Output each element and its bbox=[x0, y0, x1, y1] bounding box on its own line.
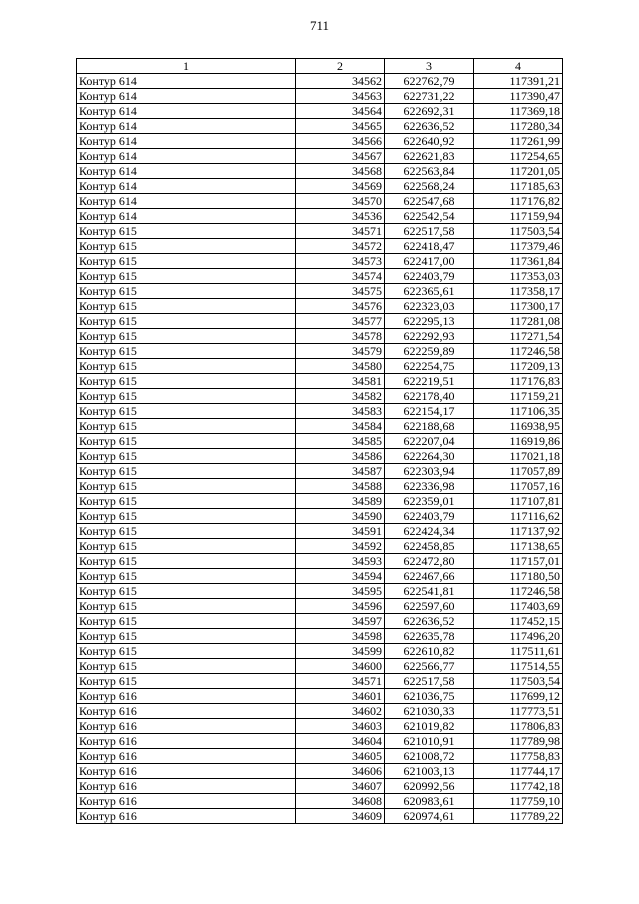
y-coordinate-cell: 117391,21 bbox=[474, 74, 563, 89]
table-row bbox=[77, 479, 563, 494]
contour-name-cell: Контур 616 bbox=[77, 689, 296, 704]
contour-name-cell: Контур 615 bbox=[77, 329, 296, 344]
x-coordinate-cell: 622542,54 bbox=[385, 209, 474, 224]
table-row bbox=[77, 134, 563, 149]
contour-name-cell: Контур 616 bbox=[77, 704, 296, 719]
contour-name-cell: Контур 616 bbox=[77, 809, 296, 824]
x-coordinate-cell: 622636,52 bbox=[385, 614, 474, 629]
table-row bbox=[77, 674, 563, 689]
point-number-cell: 34574 bbox=[296, 269, 385, 284]
point-number-cell: 34591 bbox=[296, 524, 385, 539]
contour-name-cell: Контур 615 bbox=[77, 629, 296, 644]
point-number-cell: 34568 bbox=[296, 164, 385, 179]
x-coordinate-cell: 622259,89 bbox=[385, 344, 474, 359]
table-row bbox=[77, 254, 563, 269]
contour-name-cell: Контур 615 bbox=[77, 554, 296, 569]
y-coordinate-cell: 117254,65 bbox=[474, 149, 563, 164]
point-number-cell: 34580 bbox=[296, 359, 385, 374]
y-coordinate-cell: 117107,81 bbox=[474, 494, 563, 509]
contour-name-cell: Контур 615 bbox=[77, 569, 296, 584]
column-header-y: 4 bbox=[474, 59, 563, 74]
table-row bbox=[77, 434, 563, 449]
y-coordinate-cell: 117452,15 bbox=[474, 614, 563, 629]
point-number-cell: 34606 bbox=[296, 764, 385, 779]
contour-name-cell: Контур 615 bbox=[77, 224, 296, 239]
point-number-cell: 34609 bbox=[296, 809, 385, 824]
y-coordinate-cell: 117138,65 bbox=[474, 539, 563, 554]
contour-name-cell: Контур 615 bbox=[77, 239, 296, 254]
point-number-cell: 34593 bbox=[296, 554, 385, 569]
table-row bbox=[77, 344, 563, 359]
x-coordinate-cell: 622635,78 bbox=[385, 629, 474, 644]
point-number-cell: 34581 bbox=[296, 374, 385, 389]
table-row bbox=[77, 269, 563, 284]
x-coordinate-cell: 621019,82 bbox=[385, 719, 474, 734]
contour-name-cell: Контур 615 bbox=[77, 254, 296, 269]
table-row bbox=[77, 509, 563, 524]
y-coordinate-cell: 117280,34 bbox=[474, 119, 563, 134]
contour-name-cell: Контур 615 bbox=[77, 494, 296, 509]
contour-name-cell: Контур 614 bbox=[77, 119, 296, 134]
column-header-name: 1 bbox=[77, 59, 296, 74]
x-coordinate-cell: 622303,94 bbox=[385, 464, 474, 479]
point-number-cell: 34595 bbox=[296, 584, 385, 599]
y-coordinate-cell: 117159,21 bbox=[474, 389, 563, 404]
point-number-cell: 34575 bbox=[296, 284, 385, 299]
point-number-cell: 34596 bbox=[296, 599, 385, 614]
x-coordinate-cell: 622692,31 bbox=[385, 104, 474, 119]
page-number: 711 bbox=[309, 18, 330, 33]
point-number-cell: 34601 bbox=[296, 689, 385, 704]
x-coordinate-cell: 622154,17 bbox=[385, 404, 474, 419]
table-row bbox=[77, 404, 563, 419]
contour-name-cell: Контур 614 bbox=[77, 164, 296, 179]
contour-name-cell: Контур 615 bbox=[77, 389, 296, 404]
table-row bbox=[77, 809, 563, 824]
point-number-cell: 34585 bbox=[296, 434, 385, 449]
table-row bbox=[77, 554, 563, 569]
x-coordinate-cell: 622458,85 bbox=[385, 539, 474, 554]
point-number-cell: 34579 bbox=[296, 344, 385, 359]
y-coordinate-cell: 117361,84 bbox=[474, 254, 563, 269]
table-row bbox=[77, 224, 563, 239]
point-number-cell: 34584 bbox=[296, 419, 385, 434]
table-row bbox=[77, 179, 563, 194]
y-coordinate-cell: 117021,18 bbox=[474, 449, 563, 464]
contour-name-cell: Контур 615 bbox=[77, 599, 296, 614]
contour-name-cell: Контур 614 bbox=[77, 89, 296, 104]
contour-name-cell: Контур 615 bbox=[77, 419, 296, 434]
contour-name-cell: Контур 614 bbox=[77, 149, 296, 164]
point-number-cell: 34564 bbox=[296, 104, 385, 119]
point-number-cell: 34592 bbox=[296, 539, 385, 554]
x-coordinate-cell: 622418,47 bbox=[385, 239, 474, 254]
y-coordinate-cell: 117789,98 bbox=[474, 734, 563, 749]
x-coordinate-cell: 622541,81 bbox=[385, 584, 474, 599]
point-number-cell: 34594 bbox=[296, 569, 385, 584]
x-coordinate-cell: 622547,68 bbox=[385, 194, 474, 209]
x-coordinate-cell: 622424,34 bbox=[385, 524, 474, 539]
table-row bbox=[77, 209, 563, 224]
x-coordinate-cell: 622219,51 bbox=[385, 374, 474, 389]
table-row bbox=[77, 74, 563, 89]
x-coordinate-cell: 622597,60 bbox=[385, 599, 474, 614]
y-coordinate-cell: 117742,18 bbox=[474, 779, 563, 794]
y-coordinate-cell: 117057,89 bbox=[474, 464, 563, 479]
x-coordinate-cell: 622264,30 bbox=[385, 449, 474, 464]
table-row bbox=[77, 704, 563, 719]
table-row bbox=[77, 449, 563, 464]
y-coordinate-cell: 117403,69 bbox=[474, 599, 563, 614]
point-number-cell: 34589 bbox=[296, 494, 385, 509]
point-number-cell: 34598 bbox=[296, 629, 385, 644]
y-coordinate-cell: 117353,03 bbox=[474, 269, 563, 284]
point-number-cell: 34602 bbox=[296, 704, 385, 719]
table-row bbox=[77, 524, 563, 539]
point-number-cell: 34600 bbox=[296, 659, 385, 674]
point-number-cell: 34572 bbox=[296, 239, 385, 254]
table-row bbox=[77, 359, 563, 374]
table-row bbox=[77, 329, 563, 344]
table-row bbox=[77, 794, 563, 809]
table-row bbox=[77, 464, 563, 479]
contour-name-cell: Контур 615 bbox=[77, 539, 296, 554]
y-coordinate-cell: 117246,58 bbox=[474, 584, 563, 599]
contour-name-cell: Контур 616 bbox=[77, 779, 296, 794]
x-coordinate-cell: 621008,72 bbox=[385, 749, 474, 764]
x-coordinate-cell: 622610,82 bbox=[385, 644, 474, 659]
table-row bbox=[77, 569, 563, 584]
point-number-cell: 34571 bbox=[296, 224, 385, 239]
contour-name-cell: Контур 615 bbox=[77, 344, 296, 359]
y-coordinate-cell: 117789,22 bbox=[474, 809, 563, 824]
table-row bbox=[77, 599, 563, 614]
x-coordinate-cell: 622292,93 bbox=[385, 329, 474, 344]
point-number-cell: 34587 bbox=[296, 464, 385, 479]
x-coordinate-cell: 621030,33 bbox=[385, 704, 474, 719]
table-row bbox=[77, 719, 563, 734]
contour-name-cell: Контур 615 bbox=[77, 524, 296, 539]
point-number-cell: 34586 bbox=[296, 449, 385, 464]
x-coordinate-cell: 622323,03 bbox=[385, 299, 474, 314]
x-coordinate-cell: 622207,04 bbox=[385, 434, 474, 449]
table-row bbox=[77, 644, 563, 659]
table-row bbox=[77, 779, 563, 794]
table-row bbox=[77, 104, 563, 119]
x-coordinate-cell: 622403,79 bbox=[385, 509, 474, 524]
y-coordinate-cell: 117379,46 bbox=[474, 239, 563, 254]
contour-name-cell: Контур 614 bbox=[77, 134, 296, 149]
table-row bbox=[77, 629, 563, 644]
point-number-cell: 34562 bbox=[296, 74, 385, 89]
table-row bbox=[77, 149, 563, 164]
point-number-cell: 34576 bbox=[296, 299, 385, 314]
y-coordinate-cell: 117176,83 bbox=[474, 374, 563, 389]
y-coordinate-cell: 117390,47 bbox=[474, 89, 563, 104]
contour-name-cell: Контур 614 bbox=[77, 74, 296, 89]
contour-name-cell: Контур 616 bbox=[77, 764, 296, 779]
point-number-cell: 34597 bbox=[296, 614, 385, 629]
table-row bbox=[77, 374, 563, 389]
x-coordinate-cell: 622403,79 bbox=[385, 269, 474, 284]
y-coordinate-cell: 117511,61 bbox=[474, 644, 563, 659]
point-number-cell: 34536 bbox=[296, 209, 385, 224]
contour-name-cell: Контур 615 bbox=[77, 314, 296, 329]
point-number-cell: 34570 bbox=[296, 194, 385, 209]
y-coordinate-cell: 117758,83 bbox=[474, 749, 563, 764]
y-coordinate-cell: 117300,17 bbox=[474, 299, 563, 314]
y-coordinate-cell: 117503,54 bbox=[474, 224, 563, 239]
y-coordinate-cell: 117180,50 bbox=[474, 569, 563, 584]
y-coordinate-cell: 117159,94 bbox=[474, 209, 563, 224]
point-number-cell: 34607 bbox=[296, 779, 385, 794]
y-coordinate-cell: 117503,54 bbox=[474, 674, 563, 689]
contour-name-cell: Контур 614 bbox=[77, 179, 296, 194]
x-coordinate-cell: 622563,84 bbox=[385, 164, 474, 179]
contour-name-cell: Контур 615 bbox=[77, 464, 296, 479]
x-coordinate-cell: 620983,61 bbox=[385, 794, 474, 809]
contour-name-cell: Контур 616 bbox=[77, 794, 296, 809]
point-number-cell: 34604 bbox=[296, 734, 385, 749]
contour-name-cell: Контур 615 bbox=[77, 614, 296, 629]
column-header-point-number: 2 bbox=[296, 59, 385, 74]
contour-name-cell: Контур 616 bbox=[77, 749, 296, 764]
point-number-cell: 34605 bbox=[296, 749, 385, 764]
table-row bbox=[77, 284, 563, 299]
x-coordinate-cell: 622621,83 bbox=[385, 149, 474, 164]
y-coordinate-cell: 117773,51 bbox=[474, 704, 563, 719]
table-row bbox=[77, 314, 563, 329]
y-coordinate-cell: 117358,17 bbox=[474, 284, 563, 299]
point-number-cell: 34599 bbox=[296, 644, 385, 659]
contour-name-cell: Контур 614 bbox=[77, 194, 296, 209]
y-coordinate-cell: 117271,54 bbox=[474, 329, 563, 344]
y-coordinate-cell: 117744,17 bbox=[474, 764, 563, 779]
x-coordinate-cell: 622336,98 bbox=[385, 479, 474, 494]
table-row bbox=[77, 119, 563, 134]
y-coordinate-cell: 116938,95 bbox=[474, 419, 563, 434]
y-coordinate-cell: 117806,83 bbox=[474, 719, 563, 734]
x-coordinate-cell: 622517,58 bbox=[385, 674, 474, 689]
table-row bbox=[77, 584, 563, 599]
contour-name-cell: Контур 615 bbox=[77, 299, 296, 314]
x-coordinate-cell: 622640,92 bbox=[385, 134, 474, 149]
y-coordinate-cell: 117246,58 bbox=[474, 344, 563, 359]
x-coordinate-cell: 622365,61 bbox=[385, 284, 474, 299]
table-row bbox=[77, 299, 563, 314]
y-coordinate-cell: 117057,16 bbox=[474, 479, 563, 494]
contour-name-cell: Контур 615 bbox=[77, 584, 296, 599]
table-row bbox=[77, 494, 563, 509]
contour-name-cell: Контур 615 bbox=[77, 284, 296, 299]
y-coordinate-cell: 117369,18 bbox=[474, 104, 563, 119]
point-number-cell: 34569 bbox=[296, 179, 385, 194]
point-number-cell: 34566 bbox=[296, 134, 385, 149]
y-coordinate-cell: 117201,05 bbox=[474, 164, 563, 179]
contour-name-cell: Контур 615 bbox=[77, 434, 296, 449]
contour-name-cell: Контур 616 bbox=[77, 719, 296, 734]
point-number-cell: 34583 bbox=[296, 404, 385, 419]
y-coordinate-cell: 117209,13 bbox=[474, 359, 563, 374]
point-number-cell: 34603 bbox=[296, 719, 385, 734]
contour-name-cell: Контур 614 bbox=[77, 209, 296, 224]
y-coordinate-cell: 117116,62 bbox=[474, 509, 563, 524]
x-coordinate-cell: 622762,79 bbox=[385, 74, 474, 89]
y-coordinate-cell: 116919,86 bbox=[474, 434, 563, 449]
y-coordinate-cell: 117496,20 bbox=[474, 629, 563, 644]
contour-name-cell: Контур 614 bbox=[77, 104, 296, 119]
x-coordinate-cell: 621036,75 bbox=[385, 689, 474, 704]
table-row bbox=[77, 419, 563, 434]
table-row bbox=[77, 389, 563, 404]
x-coordinate-cell: 622295,13 bbox=[385, 314, 474, 329]
x-coordinate-cell: 622566,77 bbox=[385, 659, 474, 674]
point-number-cell: 34608 bbox=[296, 794, 385, 809]
table-row bbox=[77, 614, 563, 629]
contour-name-cell: Контур 615 bbox=[77, 359, 296, 374]
table-row bbox=[77, 539, 563, 554]
point-number-cell: 34588 bbox=[296, 479, 385, 494]
x-coordinate-cell: 622568,24 bbox=[385, 179, 474, 194]
column-header-x: 3 bbox=[385, 59, 474, 74]
y-coordinate-cell: 117137,92 bbox=[474, 524, 563, 539]
contour-name-cell: Контур 615 bbox=[77, 659, 296, 674]
x-coordinate-cell: 622467,66 bbox=[385, 569, 474, 584]
contour-name-cell: Контур 616 bbox=[77, 734, 296, 749]
point-number-cell: 34571 bbox=[296, 674, 385, 689]
contour-name-cell: Контур 615 bbox=[77, 404, 296, 419]
table-row bbox=[77, 689, 563, 704]
x-coordinate-cell: 622417,00 bbox=[385, 254, 474, 269]
point-number-cell: 34573 bbox=[296, 254, 385, 269]
x-coordinate-cell: 622636,52 bbox=[385, 119, 474, 134]
table-row bbox=[77, 659, 563, 674]
y-coordinate-cell: 117157,01 bbox=[474, 554, 563, 569]
contour-name-cell: Контур 615 bbox=[77, 449, 296, 464]
contour-name-cell: Контур 615 bbox=[77, 509, 296, 524]
y-coordinate-cell: 117185,63 bbox=[474, 179, 563, 194]
table-row bbox=[77, 749, 563, 764]
point-number-cell: 34567 bbox=[296, 149, 385, 164]
contour-name-cell: Контур 615 bbox=[77, 644, 296, 659]
x-coordinate-cell: 622472,80 bbox=[385, 554, 474, 569]
table-row bbox=[77, 89, 563, 104]
point-number-cell: 34577 bbox=[296, 314, 385, 329]
x-coordinate-cell: 622188,68 bbox=[385, 419, 474, 434]
x-coordinate-cell: 622178,40 bbox=[385, 389, 474, 404]
table-header-row bbox=[77, 59, 563, 74]
y-coordinate-cell: 117699,12 bbox=[474, 689, 563, 704]
y-coordinate-cell: 117261,99 bbox=[474, 134, 563, 149]
x-coordinate-cell: 621010,91 bbox=[385, 734, 474, 749]
y-coordinate-cell: 117176,82 bbox=[474, 194, 563, 209]
point-number-cell: 34590 bbox=[296, 509, 385, 524]
point-number-cell: 34582 bbox=[296, 389, 385, 404]
table-row bbox=[77, 764, 563, 779]
coordinates-table bbox=[76, 58, 563, 824]
x-coordinate-cell: 622517,58 bbox=[385, 224, 474, 239]
y-coordinate-cell: 117759,10 bbox=[474, 794, 563, 809]
y-coordinate-cell: 117106,35 bbox=[474, 404, 563, 419]
point-number-cell: 34563 bbox=[296, 89, 385, 104]
x-coordinate-cell: 622254,75 bbox=[385, 359, 474, 374]
x-coordinate-cell: 620992,56 bbox=[385, 779, 474, 794]
x-coordinate-cell: 622359,01 bbox=[385, 494, 474, 509]
contour-name-cell: Контур 615 bbox=[77, 674, 296, 689]
table-row bbox=[77, 734, 563, 749]
y-coordinate-cell: 117514,55 bbox=[474, 659, 563, 674]
table-row bbox=[77, 194, 563, 209]
table-row bbox=[77, 164, 563, 179]
contour-name-cell: Контур 615 bbox=[77, 479, 296, 494]
x-coordinate-cell: 622731,22 bbox=[385, 89, 474, 104]
point-number-cell: 34578 bbox=[296, 329, 385, 344]
table-body bbox=[77, 74, 563, 824]
point-number-cell: 34565 bbox=[296, 119, 385, 134]
y-coordinate-cell: 117281,08 bbox=[474, 314, 563, 329]
contour-name-cell: Контур 615 bbox=[77, 374, 296, 389]
table-row bbox=[77, 239, 563, 254]
x-coordinate-cell: 621003,13 bbox=[385, 764, 474, 779]
contour-name-cell: Контур 615 bbox=[77, 269, 296, 284]
x-coordinate-cell: 620974,61 bbox=[385, 809, 474, 824]
